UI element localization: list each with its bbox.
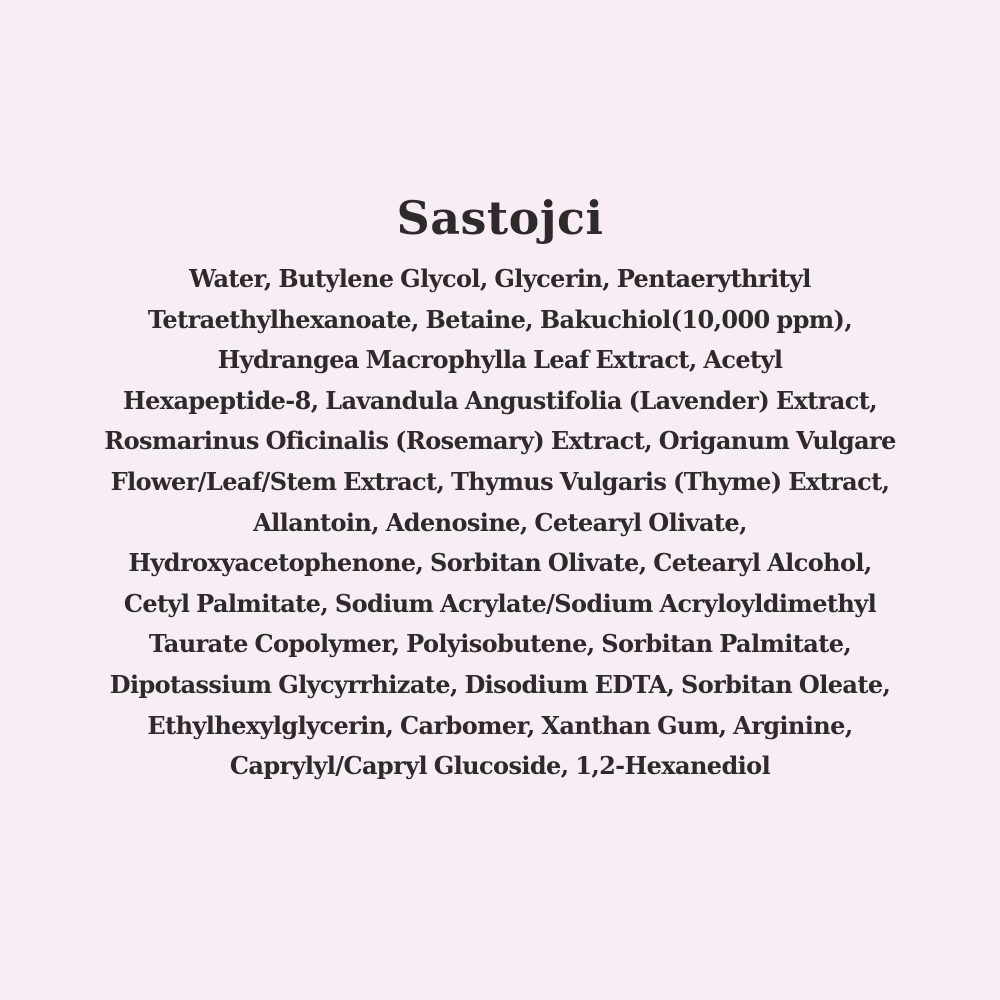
ingredient-line: Hydrangea Macrophylla Leaf Extract, Acetyl	[217, 345, 783, 375]
ingredient-line: Tetraethylhexanoate, Betaine, Bakuchiol(10,000 ppm),	[147, 304, 853, 334]
ingredient-line: Hexapeptide-8, Lavandula Angustifolia (Lavender) Extract,	[123, 385, 877, 415]
ingredient-line: Caprylyl/Capryl Glucoside, 1,2-Hexanediol	[229, 751, 771, 781]
ingredient-list	[40, 259, 960, 787]
page-title: Sastojci	[396, 191, 604, 245]
ingredient-line: Water, Butylene Glycol, Glycerin, Pentaerythrityl	[189, 264, 811, 293]
ingredient-line: Taurate Copolymer, Polyisobutene, Sorbitan Palmitate,	[148, 629, 852, 659]
ingredient-line: Dipotassium Glycyrrhizate, Disodium EDTA, Sorbitan Oleate,	[109, 669, 891, 699]
ingredient-line: Ethylhexylglycerin, Carbomer, Xanthan Gum, Arginine,	[147, 710, 853, 740]
ingredient-line: Allantoin, Adenosine, Cetearyl Olivate,	[253, 507, 747, 537]
ingredient-line: Cetyl Palmitate, Sodium Acrylate/Sodium Acryloyldimethyl	[123, 588, 877, 618]
ingredient-line: Rosmarinus Oficinalis (Rosemary) Extract, Origanum Vulgare	[104, 426, 896, 456]
ingredient-line: Hydroxyacetophenone, Sorbitan Olivate, Cetearyl Alcohol,	[128, 548, 872, 578]
ingredient-line: Flower/Leaf/Stem Extract, Thymus Vulgaris (Thyme) Extract,	[110, 466, 890, 496]
